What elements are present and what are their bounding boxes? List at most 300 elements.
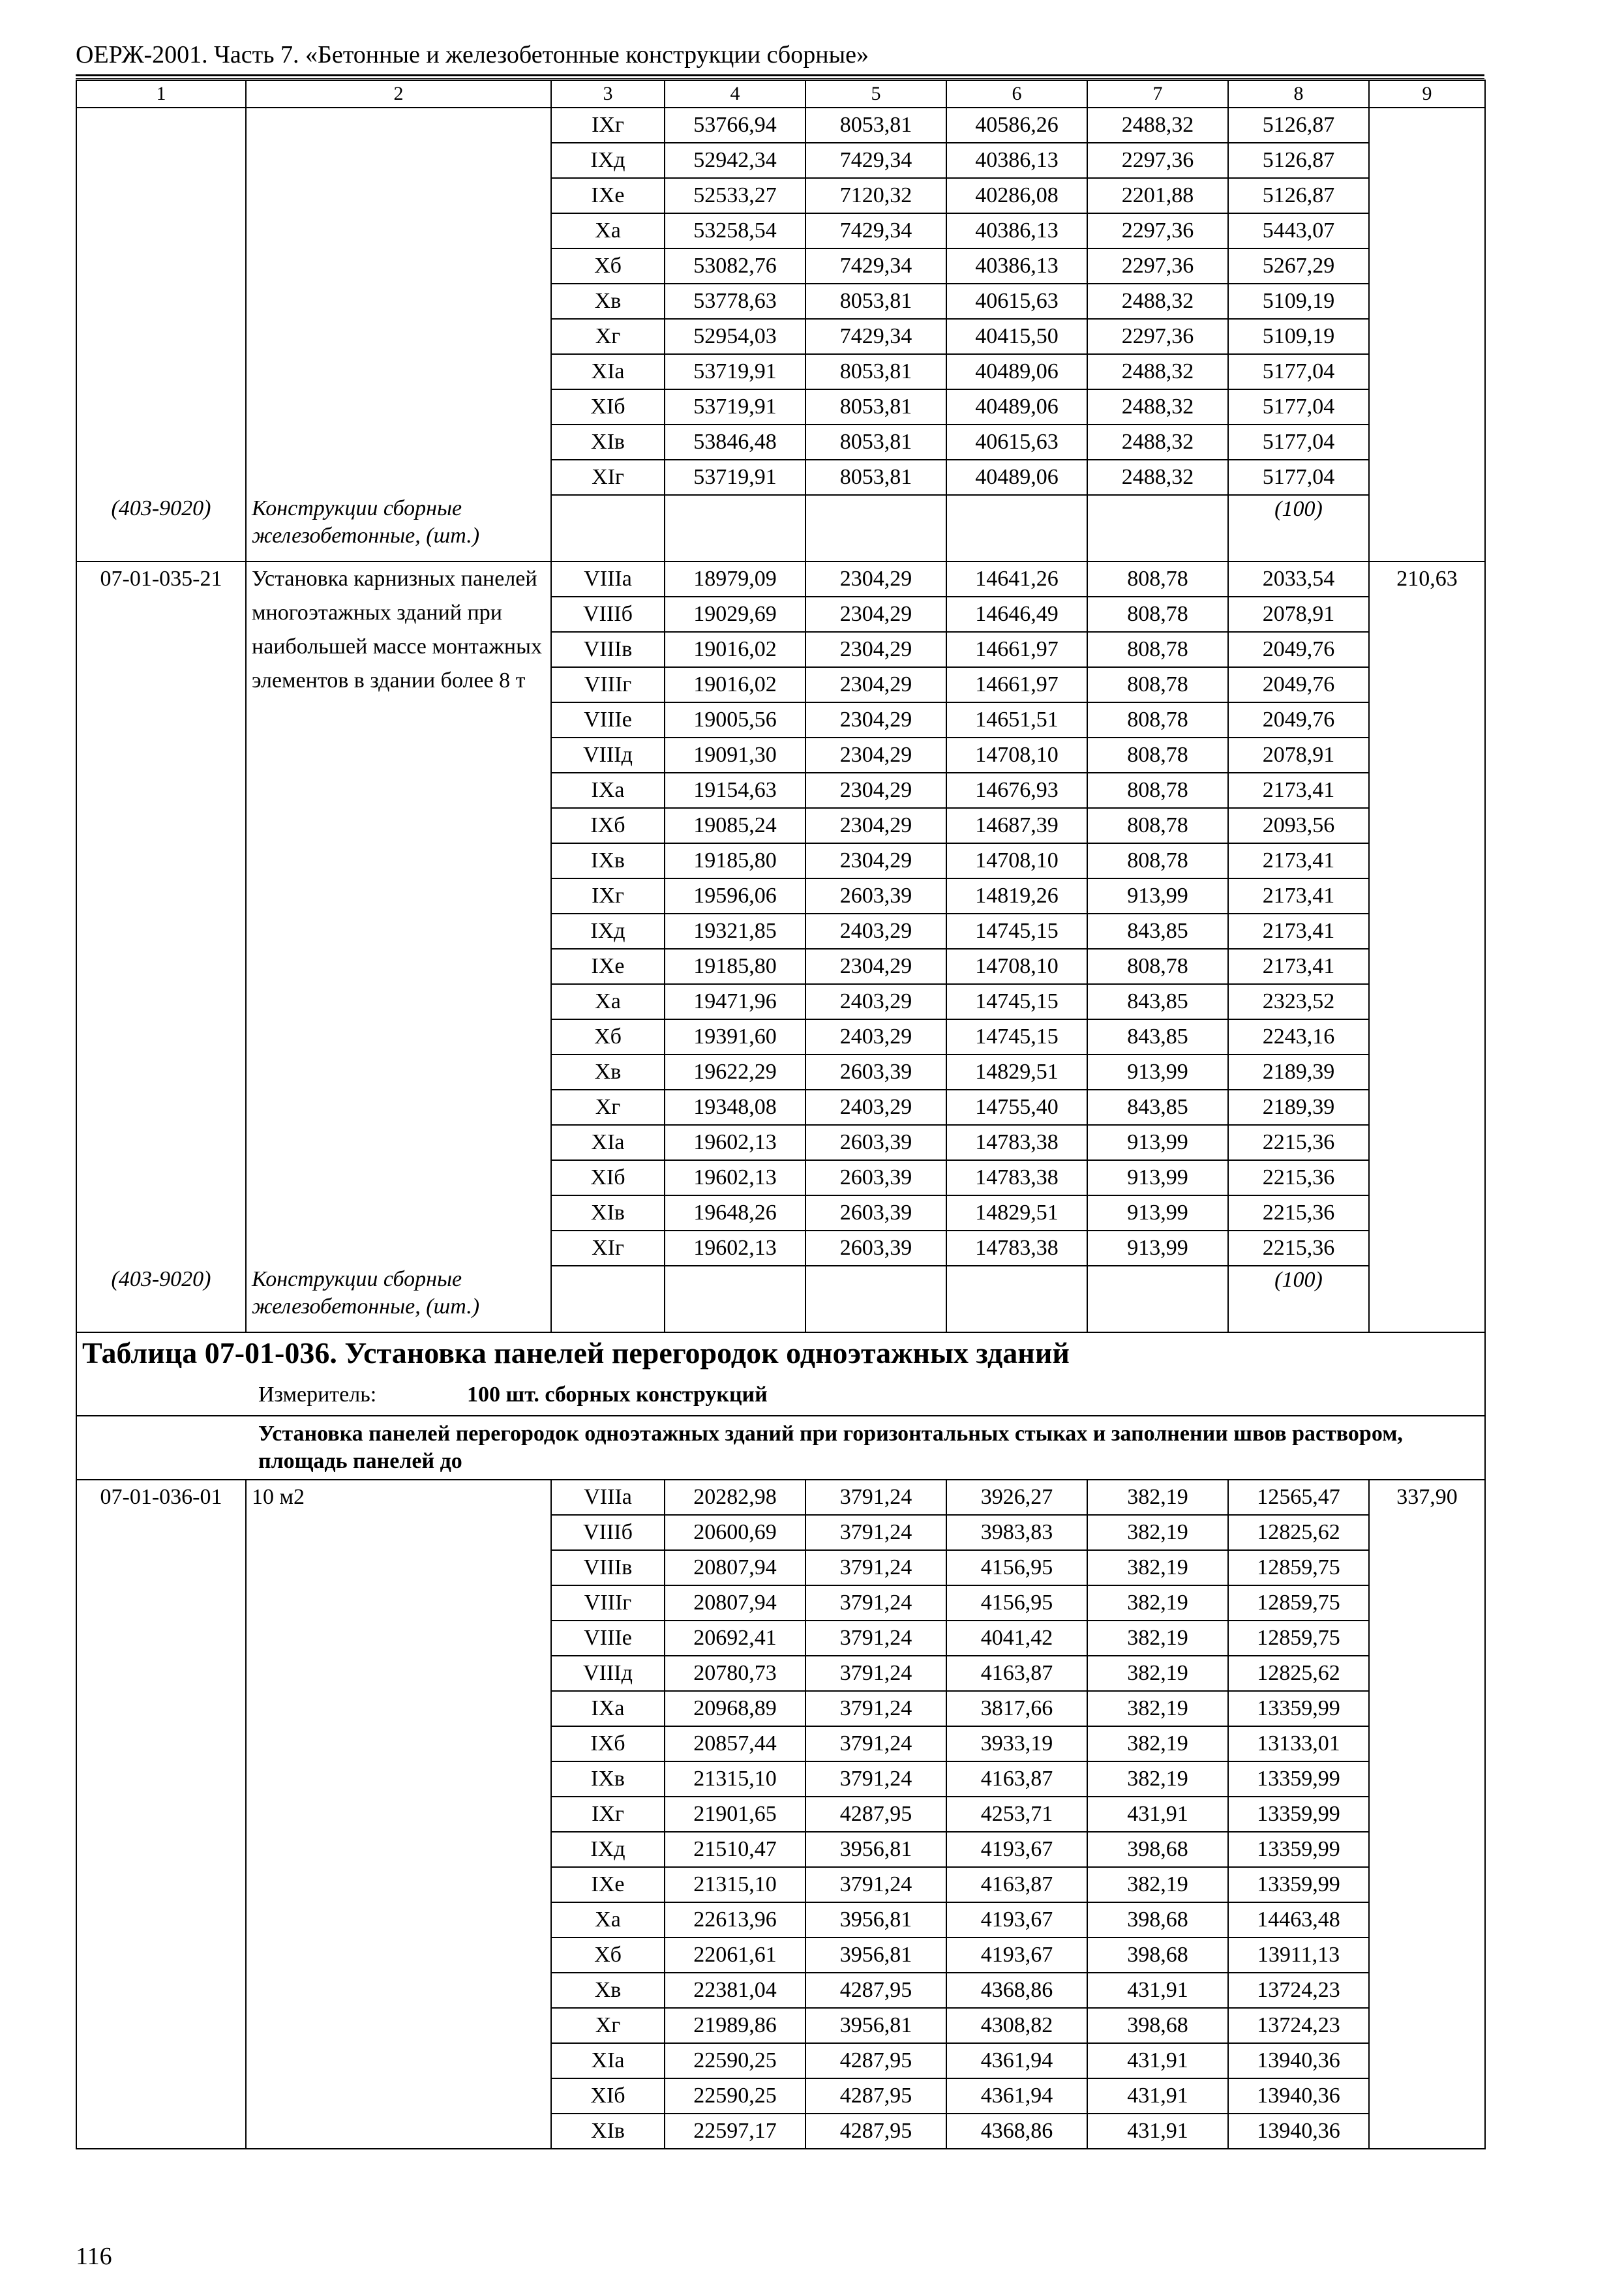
region-code: XIа [551,2043,665,2078]
region-code: VIIIв [551,1550,665,1585]
direct-costs: 52942,34 [665,143,805,178]
direct-costs: 19016,02 [665,632,805,667]
wages: 2304,29 [805,632,946,667]
rate-code [76,108,246,495]
region-code: XIг [551,460,665,495]
wages: 3791,24 [805,1550,946,1585]
region-code: IXе [551,1867,665,1902]
machine-costs: 4163,87 [946,1761,1087,1797]
wages: 3791,24 [805,1691,946,1726]
empty-cell [946,495,1087,561]
region-code: VIIIг [551,667,665,702]
machine-costs: 3933,19 [946,1726,1087,1761]
machine-costs: 14829,51 [946,1195,1087,1231]
rate-code: 07-01-035-21 [76,561,246,1266]
machinist-wages: 843,85 [1087,914,1228,949]
column-number: 5 [805,80,946,108]
materials-cost: 2049,76 [1228,632,1369,667]
table-row [76,561,1485,597]
materials-cost: 2078,91 [1228,738,1369,773]
wages: 2304,29 [805,667,946,702]
machine-costs: 14687,39 [946,808,1087,843]
column-number: 9 [1369,80,1485,108]
direct-costs: 20857,44 [665,1726,805,1761]
wages: 7429,34 [805,248,946,284]
region-code: IXб [551,808,665,843]
machinist-wages: 382,19 [1087,1656,1228,1691]
wages: 4287,95 [805,2043,946,2078]
wages: 2603,39 [805,1160,946,1195]
direct-costs: 19622,29 [665,1055,805,1090]
materials-cost: 2173,41 [1228,949,1369,984]
machinist-wages: 382,19 [1087,1480,1228,1515]
machine-costs: 14819,26 [946,878,1087,914]
direct-costs: 20600,69 [665,1515,805,1550]
wages: 3791,24 [805,1867,946,1902]
empty-cell [665,495,805,561]
rate-description [246,108,551,495]
machinist-wages: 2297,36 [1087,319,1228,354]
wages: 2403,29 [805,1090,946,1125]
machine-costs: 14661,97 [946,632,1087,667]
direct-costs: 19185,80 [665,949,805,984]
materials-cost: 5443,07 [1228,213,1369,248]
resource-row [76,495,1485,561]
machine-costs: 14641,26 [946,561,1087,597]
materials-cost: 13133,01 [1228,1726,1369,1761]
materials-cost: 13359,99 [1228,1691,1369,1726]
region-code: Xа [551,984,665,1019]
table-title: Таблица 07-01-036. Установка панелей перегородок одноэтажных зданий [76,1332,1485,1379]
region-code: IXе [551,949,665,984]
machine-costs: 14745,15 [946,1019,1087,1055]
labor-cost [1369,108,1485,561]
wages: 4287,95 [805,2114,946,2149]
column-number: 6 [946,80,1087,108]
machine-costs: 14783,38 [946,1125,1087,1160]
unit-cell [76,1379,1485,1416]
machinist-wages: 808,78 [1087,843,1228,878]
materials-cost: 2049,76 [1228,667,1369,702]
direct-costs: 20807,94 [665,1550,805,1585]
subtitle-cell [76,1416,1485,1480]
materials-cost: 12565,47 [1228,1480,1369,1515]
machine-costs: 14783,38 [946,1231,1087,1266]
wages: 4287,95 [805,1797,946,1832]
machine-costs: 14708,10 [946,949,1087,984]
materials-cost: 5126,87 [1228,178,1369,213]
machine-costs: 3817,66 [946,1691,1087,1726]
machinist-wages: 913,99 [1087,1055,1228,1090]
materials-cost: 5177,04 [1228,425,1369,460]
machine-costs: 40615,63 [946,425,1087,460]
direct-costs: 19602,13 [665,1125,805,1160]
empty-cell [551,495,665,561]
direct-costs: 22590,25 [665,2043,805,2078]
materials-cost: 2189,39 [1228,1055,1369,1090]
wages: 2403,29 [805,1019,946,1055]
wages: 8053,81 [805,425,946,460]
subtitle-row [76,1416,1485,1480]
materials-cost: 5126,87 [1228,143,1369,178]
materials-cost: 5109,19 [1228,319,1369,354]
rates-table-body [76,80,1485,2149]
direct-costs: 53082,76 [665,248,805,284]
region-code: IXд [551,914,665,949]
direct-costs: 21901,65 [665,1797,805,1832]
materials-cost: 13724,23 [1228,2008,1369,2043]
machine-costs: 4156,95 [946,1550,1087,1585]
machinist-wages: 913,99 [1087,1125,1228,1160]
wages: 7429,34 [805,143,946,178]
wages: 3791,24 [805,1656,946,1691]
region-code: Xб [551,1937,665,1973]
region-code: XIв [551,1195,665,1231]
direct-costs: 19005,56 [665,702,805,738]
region-code: IXв [551,1761,665,1797]
materials-cost: 13359,99 [1228,1867,1369,1902]
materials-cost: 5126,87 [1228,108,1369,143]
direct-costs: 53719,91 [665,389,805,425]
machinist-wages: 808,78 [1087,632,1228,667]
wages: 8053,81 [805,460,946,495]
machine-costs: 40386,13 [946,213,1087,248]
running-header: ОЕРЖ-2001. Часть 7. «Бетонные и железобетонные конструкции сборные» [76,39,1484,76]
machinist-wages: 382,19 [1087,1761,1228,1797]
machinist-wages: 808,78 [1087,561,1228,597]
wages: 3791,24 [805,1761,946,1797]
machine-costs: 14829,51 [946,1055,1087,1090]
region-code: VIIIа [551,1480,665,1515]
machinist-wages: 431,91 [1087,2043,1228,2078]
machine-costs: 40489,06 [946,460,1087,495]
wages: 3956,81 [805,1902,946,1937]
machinist-wages: 2488,32 [1087,460,1228,495]
region-code: Xг [551,1090,665,1125]
region-code: Xа [551,213,665,248]
materials-cost: 13359,99 [1228,1832,1369,1867]
materials-cost: 13724,23 [1228,1973,1369,2008]
materials-cost: 2215,36 [1228,1160,1369,1195]
machinist-wages: 808,78 [1087,702,1228,738]
machinist-wages: 398,68 [1087,1937,1228,1973]
machinist-wages: 382,19 [1087,1621,1228,1656]
machinist-wages: 398,68 [1087,1832,1228,1867]
machinist-wages: 382,19 [1087,1691,1228,1726]
direct-costs: 20807,94 [665,1585,805,1621]
direct-costs: 19602,13 [665,1231,805,1266]
machinist-wages: 431,91 [1087,1973,1228,2008]
region-code: IXг [551,878,665,914]
region-code: VIIIе [551,1621,665,1656]
table-title-row [76,1332,1485,1379]
wages: 3956,81 [805,1832,946,1867]
materials-cost: 2173,41 [1228,878,1369,914]
resource-code: (403-9020) [76,1266,246,1332]
wages: 2304,29 [805,949,946,984]
machine-costs: 14745,15 [946,914,1087,949]
machine-costs: 14651,51 [946,702,1087,738]
wages: 8053,81 [805,108,946,143]
region-code: IXг [551,108,665,143]
machinist-wages: 913,99 [1087,1231,1228,1266]
direct-costs: 53258,54 [665,213,805,248]
machinist-wages: 843,85 [1087,1019,1228,1055]
resource-code: (403-9020) [76,495,246,561]
machine-costs: 14745,15 [946,984,1087,1019]
wages: 8053,81 [805,284,946,319]
machine-costs: 14755,40 [946,1090,1087,1125]
labor-cost: 337,90 [1369,1480,1485,2149]
materials-cost: 2215,36 [1228,1125,1369,1160]
machine-costs: 4193,67 [946,1902,1087,1937]
materials-cost: 5177,04 [1228,389,1369,425]
wages: 2304,29 [805,773,946,808]
machine-costs: 40489,06 [946,354,1087,389]
wages: 2603,39 [805,878,946,914]
direct-costs: 19348,08 [665,1090,805,1125]
direct-costs: 19391,60 [665,1019,805,1055]
region-code: VIIIв [551,632,665,667]
materials-cost: 13359,99 [1228,1797,1369,1832]
region-code: Xв [551,1973,665,2008]
machinist-wages: 382,19 [1087,1550,1228,1585]
machine-costs: 40415,50 [946,319,1087,354]
machine-costs: 4253,71 [946,1797,1087,1832]
column-number: 4 [665,80,805,108]
wages: 3791,24 [805,1621,946,1656]
machine-costs: 3983,83 [946,1515,1087,1550]
machine-costs: 4361,94 [946,2043,1087,2078]
machinist-wages: 431,91 [1087,1797,1228,1832]
region-code: XIв [551,425,665,460]
empty-cell [805,495,946,561]
wages: 2304,29 [805,738,946,773]
machine-costs: 3926,27 [946,1480,1087,1515]
machine-costs: 14646,49 [946,597,1087,632]
machine-costs: 14783,38 [946,1160,1087,1195]
wages: 3956,81 [805,1937,946,1973]
region-code: VIIIб [551,1515,665,1550]
materials-cost: 12859,75 [1228,1550,1369,1585]
machine-costs: 40386,13 [946,143,1087,178]
region-code: XIа [551,354,665,389]
column-number: 2 [246,80,551,108]
materials-cost: 12859,75 [1228,1621,1369,1656]
region-code: XIа [551,1125,665,1160]
wages: 7429,34 [805,213,946,248]
region-code: Xг [551,2008,665,2043]
machine-costs: 14661,97 [946,667,1087,702]
wages: 2603,39 [805,1125,946,1160]
empty-cell [946,1266,1087,1332]
machine-costs: 4368,86 [946,1973,1087,2008]
unit-row [76,1379,1485,1416]
direct-costs: 21315,10 [665,1761,805,1797]
column-number: 1 [76,80,246,108]
direct-costs: 20968,89 [665,1691,805,1726]
direct-costs: 52954,03 [665,319,805,354]
machinist-wages: 2488,32 [1087,389,1228,425]
column-number: 3 [551,80,665,108]
header-rule [76,78,1484,79]
machinist-wages: 2297,36 [1087,213,1228,248]
wages: 2304,29 [805,597,946,632]
materials-cost: 5267,29 [1228,248,1369,284]
machine-costs: 4163,87 [946,1867,1087,1902]
wages: 3791,24 [805,1480,946,1515]
direct-costs: 19602,13 [665,1160,805,1195]
materials-cost: 5109,19 [1228,284,1369,319]
materials-cost: 2215,36 [1228,1231,1369,1266]
direct-costs: 19016,02 [665,667,805,702]
direct-costs: 19091,30 [665,738,805,773]
empty-cell [665,1266,805,1332]
direct-costs: 53719,91 [665,460,805,495]
direct-costs: 21315,10 [665,1867,805,1902]
wages: 2304,29 [805,561,946,597]
direct-costs: 53719,91 [665,354,805,389]
region-code: Xв [551,1055,665,1090]
wages: 3791,24 [805,1585,946,1621]
region-code: VIIIе [551,702,665,738]
region-code: XIг [551,1231,665,1266]
machine-costs: 40615,63 [946,284,1087,319]
region-code: IXг [551,1797,665,1832]
empty-cell [551,1266,665,1332]
region-code: IXд [551,143,665,178]
rates-table [76,80,1486,2149]
machinist-wages: 431,91 [1087,2114,1228,2149]
wages: 2603,39 [805,1055,946,1090]
materials-cost: 12859,75 [1228,1585,1369,1621]
unit-label: Измеритель: [258,1383,377,1407]
machinist-wages: 913,99 [1087,878,1228,914]
materials-cost: 2033,54 [1228,561,1369,597]
wages: 2603,39 [805,1195,946,1231]
materials-cost: 13940,36 [1228,2043,1369,2078]
materials-cost: 13940,36 [1228,2078,1369,2114]
wages: 7429,34 [805,319,946,354]
page-number: 116 [76,2243,112,2270]
materials-cost: 2323,52 [1228,984,1369,1019]
table-row [76,108,1485,143]
machine-costs: 4156,95 [946,1585,1087,1621]
machinist-wages: 808,78 [1087,949,1228,984]
materials-cost: 2173,41 [1228,843,1369,878]
wages: 3791,24 [805,1726,946,1761]
machinist-wages: 808,78 [1087,597,1228,632]
region-code: VIIIг [551,1585,665,1621]
region-code: VIIIд [551,738,665,773]
machinist-wages: 808,78 [1087,738,1228,773]
resource-description: Конструкции сборные железобетонные, (шт.) [246,495,551,561]
region-code: XIб [551,389,665,425]
machine-costs: 4193,67 [946,1832,1087,1867]
materials-cost: 2093,56 [1228,808,1369,843]
machinist-wages: 2297,36 [1087,248,1228,284]
region-code: Xг [551,319,665,354]
labor-cost: 210,63 [1369,561,1485,1332]
materials-cost: 13359,99 [1228,1761,1369,1797]
direct-costs: 19596,06 [665,878,805,914]
region-code: Xа [551,1902,665,1937]
region-code: XIв [551,2114,665,2149]
direct-costs: 19648,26 [665,1195,805,1231]
machinist-wages: 2201,88 [1087,178,1228,213]
wages: 7120,32 [805,178,946,213]
materials-cost: 14463,48 [1228,1902,1369,1937]
machinist-wages: 913,99 [1087,1195,1228,1231]
materials-cost: 2049,76 [1228,702,1369,738]
machine-costs: 40286,08 [946,178,1087,213]
region-code: XIб [551,2078,665,2114]
unit-value: 100 шт. сборных конструкций [467,1383,768,1407]
machinist-wages: 2297,36 [1087,143,1228,178]
direct-costs: 21510,47 [665,1832,805,1867]
direct-costs: 19154,63 [665,773,805,808]
wages: 2304,29 [805,808,946,843]
direct-costs: 53846,48 [665,425,805,460]
materials-cost: 2173,41 [1228,773,1369,808]
machine-costs: 14708,10 [946,738,1087,773]
direct-costs: 22613,96 [665,1902,805,1937]
wages: 3791,24 [805,1515,946,1550]
machinist-wages: 382,19 [1087,1726,1228,1761]
materials-cost: 2215,36 [1228,1195,1369,1231]
region-code: Xб [551,1019,665,1055]
machine-costs: 40489,06 [946,389,1087,425]
region-code: Xв [551,284,665,319]
machine-costs: 14676,93 [946,773,1087,808]
rate-description: Установка карнизных панелей многоэтажных зданий при наибольшей массе монтажных элементов в здании более 8 т [246,561,551,1266]
machinist-wages: 398,68 [1087,2008,1228,2043]
region-code: IXе [551,178,665,213]
column-number: 7 [1087,80,1228,108]
direct-costs: 53778,63 [665,284,805,319]
direct-costs: 20780,73 [665,1656,805,1691]
direct-costs: 19471,96 [665,984,805,1019]
wages: 2304,29 [805,702,946,738]
direct-costs: 21989,86 [665,2008,805,2043]
wages: 2403,29 [805,984,946,1019]
region-code: VIIIб [551,597,665,632]
direct-costs: 19029,69 [665,597,805,632]
resource-description: Конструкции сборные железобетонные, (шт.) [246,1266,551,1332]
resource-quantity: (100) [1228,495,1369,561]
machinist-wages: 843,85 [1087,1090,1228,1125]
direct-costs: 22590,25 [665,2078,805,2114]
materials-cost: 2173,41 [1228,914,1369,949]
machinist-wages: 808,78 [1087,667,1228,702]
machine-costs: 40386,13 [946,248,1087,284]
machine-costs: 4193,67 [946,1937,1087,1973]
machine-costs: 4368,86 [946,2114,1087,2149]
wages: 3956,81 [805,2008,946,2043]
materials-cost: 5177,04 [1228,354,1369,389]
empty-cell [805,1266,946,1332]
machine-costs: 14708,10 [946,843,1087,878]
wages: 8053,81 [805,354,946,389]
direct-costs: 22381,04 [665,1973,805,2008]
region-code: IXб [551,1726,665,1761]
machinist-wages: 382,19 [1087,1867,1228,1902]
resource-quantity: (100) [1228,1266,1369,1332]
machinist-wages: 382,19 [1087,1585,1228,1621]
direct-costs: 19321,85 [665,914,805,949]
table-row [76,1480,1485,1515]
machine-costs: 4361,94 [946,2078,1087,2114]
